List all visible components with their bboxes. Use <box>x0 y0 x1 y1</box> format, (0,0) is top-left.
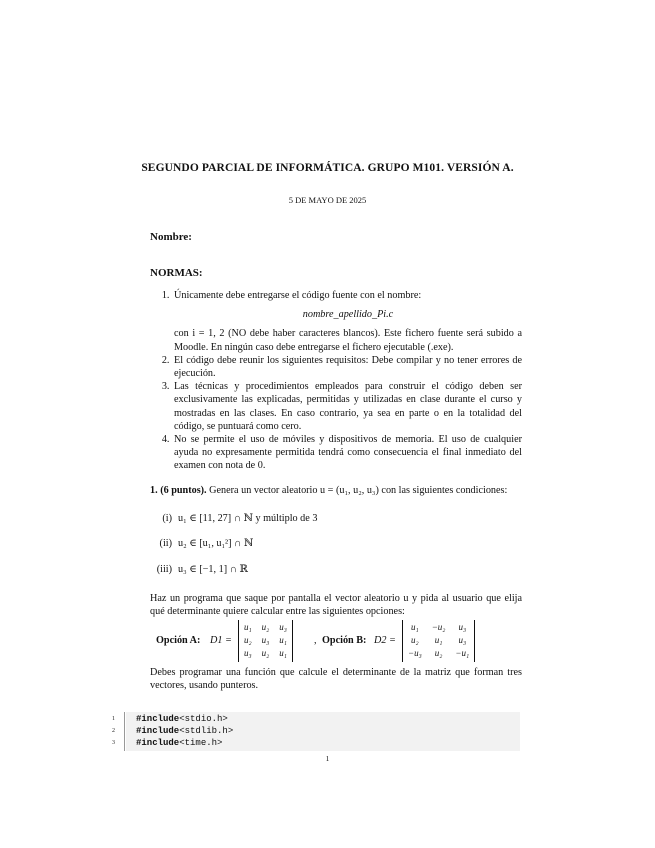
option-a-eq: D1 = <box>210 635 232 646</box>
rule-item <box>172 289 522 354</box>
condition-number: (iii) <box>156 564 172 575</box>
rule-item: 3. Las técnicas y procedimientos empleados para construir el código deben ser exclusivamente las explicadas, permitidas y utilizadas en clase durante el curso y mostradas en las clases. En caso contrario, ya sea en parte o en la totalidad del código, se puntuará como cero. <box>172 380 522 433</box>
line-number: 3 <box>112 740 115 746</box>
rule-text-before: Únicamente debe entregarse el código fuente con el nombre: <box>174 290 422 301</box>
option-b-eq: D2 = <box>374 635 396 646</box>
condition-item <box>150 513 317 524</box>
rule-item: 4. No se permite el uso de móviles y dispositivos de memoria. El uso de cualquier ayuda no expresamente permitida tendrá como consecuencia el final inmediato del examen con nota de 0. <box>172 433 522 473</box>
exercise-label: 1. (6 puntos). <box>150 485 207 496</box>
code-line: #include<time.h> <box>136 738 223 748</box>
page-number: 1 <box>325 754 330 763</box>
matrix-b: u₁ −u₂ u₃ u₂ u₁ u₃ −u₃ u₂ −u₁ <box>402 620 475 662</box>
condition-number: (ii) <box>159 538 172 549</box>
option-a-label: Opción A: <box>156 635 201 646</box>
exam-title: SEGUNDO PARCIAL DE INFORMÁTICA. GRUPO M101. VERSIÓN A. <box>141 162 514 174</box>
code-block <box>126 712 520 751</box>
exercise-closing: Debes programar una función que calcule el determinante de la matriz que forman tres vectores, usando punteros. <box>150 667 522 692</box>
exam-date: 5 DE MAYO DE 2025 <box>288 195 367 205</box>
rule-item: 2. El código debe reunir los siguientes requisitos: Debe compilar y no tener errores de ejecución. <box>172 354 522 380</box>
line-number: 1 <box>112 716 115 722</box>
condition-item <box>150 538 253 549</box>
exercise-paragraph: Haz un programa que saque por pantalla el vector aleatorio u y pida al usuario que elija qué determinante quiere calcular entre las siguientes opciones: <box>150 593 522 618</box>
name-label: Nombre: <box>150 231 192 243</box>
code-line: #include<stdlib.h> <box>136 726 234 736</box>
rules-heading: NORMAS: <box>150 267 203 279</box>
matrix-a: u₁ u₂ u₃ u₂ u₃ u₁ u₃ u₂ u₁ <box>238 620 293 662</box>
condition-text: u₂ ∈ [u₁, u₁²] ∩ ℕ <box>178 538 254 549</box>
rules-list <box>150 289 522 473</box>
line-number: 2 <box>112 728 115 734</box>
code-gutter-line <box>124 712 125 751</box>
determinant-options <box>150 620 522 664</box>
filename-formula: nombre_apellido_Pi.c <box>302 309 394 321</box>
option-b-label: Opción B: <box>322 635 367 646</box>
condition-item <box>150 564 248 575</box>
option-separator: , <box>314 635 317 646</box>
code-line: #include<stdio.h> <box>136 714 228 724</box>
condition-text: u₁ ∈ [11, 27] ∩ ℕ y múltiplo de 3 <box>178 513 318 524</box>
condition-number: (i) <box>162 513 172 524</box>
condition-text: u₃ ∈ [−1, 1] ∩ ℝ <box>178 564 249 575</box>
exercise-intro <box>150 484 522 497</box>
rule-text-after: con i = 1, 2 (NO debe haber caracteres blancos). Este fichero fuente será subido a Moodle. En ningún caso debe entregarse el fichero ejecutable (.exe). <box>174 328 522 353</box>
exercise-intro-text: Genera un vector aleatorio u = (u₁, u₂, u₃) con las siguientes condiciones: <box>209 485 508 496</box>
